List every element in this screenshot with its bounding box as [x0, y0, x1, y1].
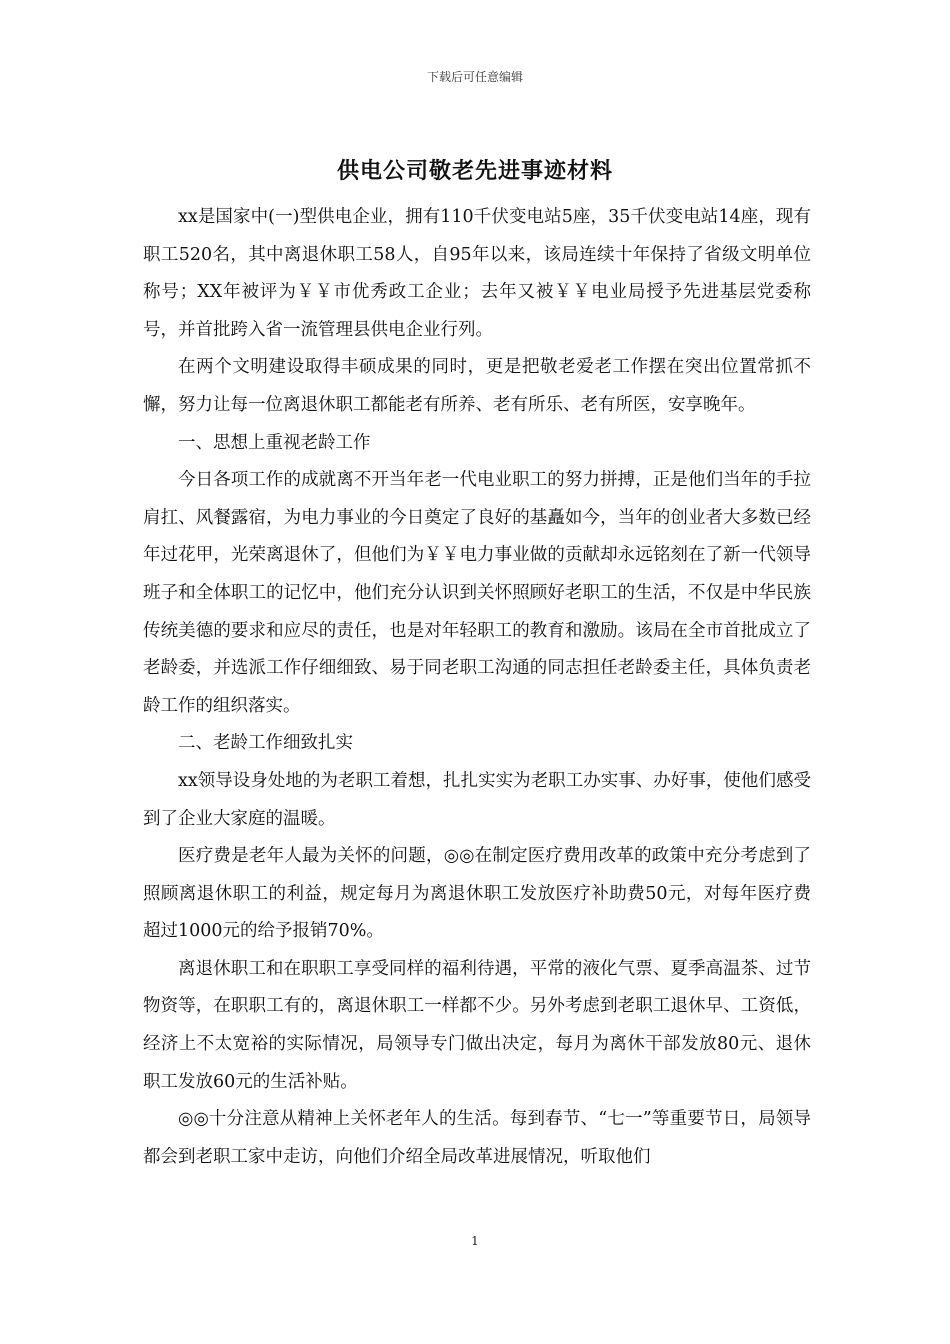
- document-body: [143, 199, 811, 1176]
- paragraph-overview: 在两个文明建设取得丰硕成果的同时，更是把敬老爱老工作摆在突出位置常抓不懈，努力让每一位离退休职工都能老有所养、老有所乐、老有所医，安享晚年。: [143, 357, 811, 415]
- paragraph-spiritual-care: ◎◎十分注意从精神上关怀老年人的生活。每到春节、“七一”等重要节日，局领导都会到老职工家中走访，向他们介绍全局改革进展情况，听取他们: [143, 1109, 811, 1167]
- page-number: 1: [471, 1234, 479, 1248]
- paragraph-section-2-intro: xx领导设身处地的为老职工着想，扎扎实实为老职工办实事、办好事，使他们感受到了企业大家庭的温暖。: [143, 770, 811, 829]
- section-heading-2: 二、老龄工作细致扎实: [178, 733, 353, 754]
- document-title: 供电公司敬老先进事迹材料: [336, 159, 613, 184]
- paragraph-intro: xx是国家中(一)型供电企业，拥有110千伏变电站5座，35千伏变电站14座，现有职工520名，其中离退休职工58人，自95年以来，该局连续十年保持了省级文明单位称号；XX年被评为￥￥市优秀政工企业；去年又被￥￥电业局授予先进基层党委称号，并首批跨入省一流管理县供电企业行列。: [143, 207, 811, 340]
- paragraph-section-1: 今日各项工作的成就离不开当年老一代电业职工的努力拼搏，正是他们当年的手拉肩扛、风餐露宿，为电力事业的今日奠定了良好的基矗如今，当年的创业者大多数已经年过花甲，光荣离退休了，但他们为￥￥电力事业做的贡献却永远铭刻在了新一代领导班子和全体职工的记忆中，他们充分认识到关怀照顾好老职工的生活，不仅是中华民族传统美德的要求和应尽的责任，也是对年轻职工的教育和激励。该局在全市首批成立了老龄委，并选派工作仔细细致、易于同老职工沟通的同志担任老龄委主任，具体负责老龄工作的组织落实。: [143, 470, 811, 716]
- section-heading-1: 一、思想上重视老龄工作: [178, 432, 371, 453]
- header-note: 下载后可任意编辑: [426, 70, 523, 84]
- paragraph-medical: 医疗费是老年人最为关怀的问题，◎◎在制定医疗费用改革的政策中充分考虑到了照顾离退休职工的利益，规定每月为离退休职工发放医疗补助费50元，对每年医疗费超过1000元的给予报销70%。: [143, 846, 811, 942]
- paragraph-welfare: 离退休职工和在职职工享受同样的福利待遇，平常的液化气票、夏季高温茶、过节物资等，在职职工有的，离退休职工一样都不少。另外考虑到老职工退休早、工资低，经济上不太宽裕的实际情况，局领导专门做出决定，每月为离休干部发放80元、退休职工发放60元的生活补贴。: [143, 958, 811, 1092]
